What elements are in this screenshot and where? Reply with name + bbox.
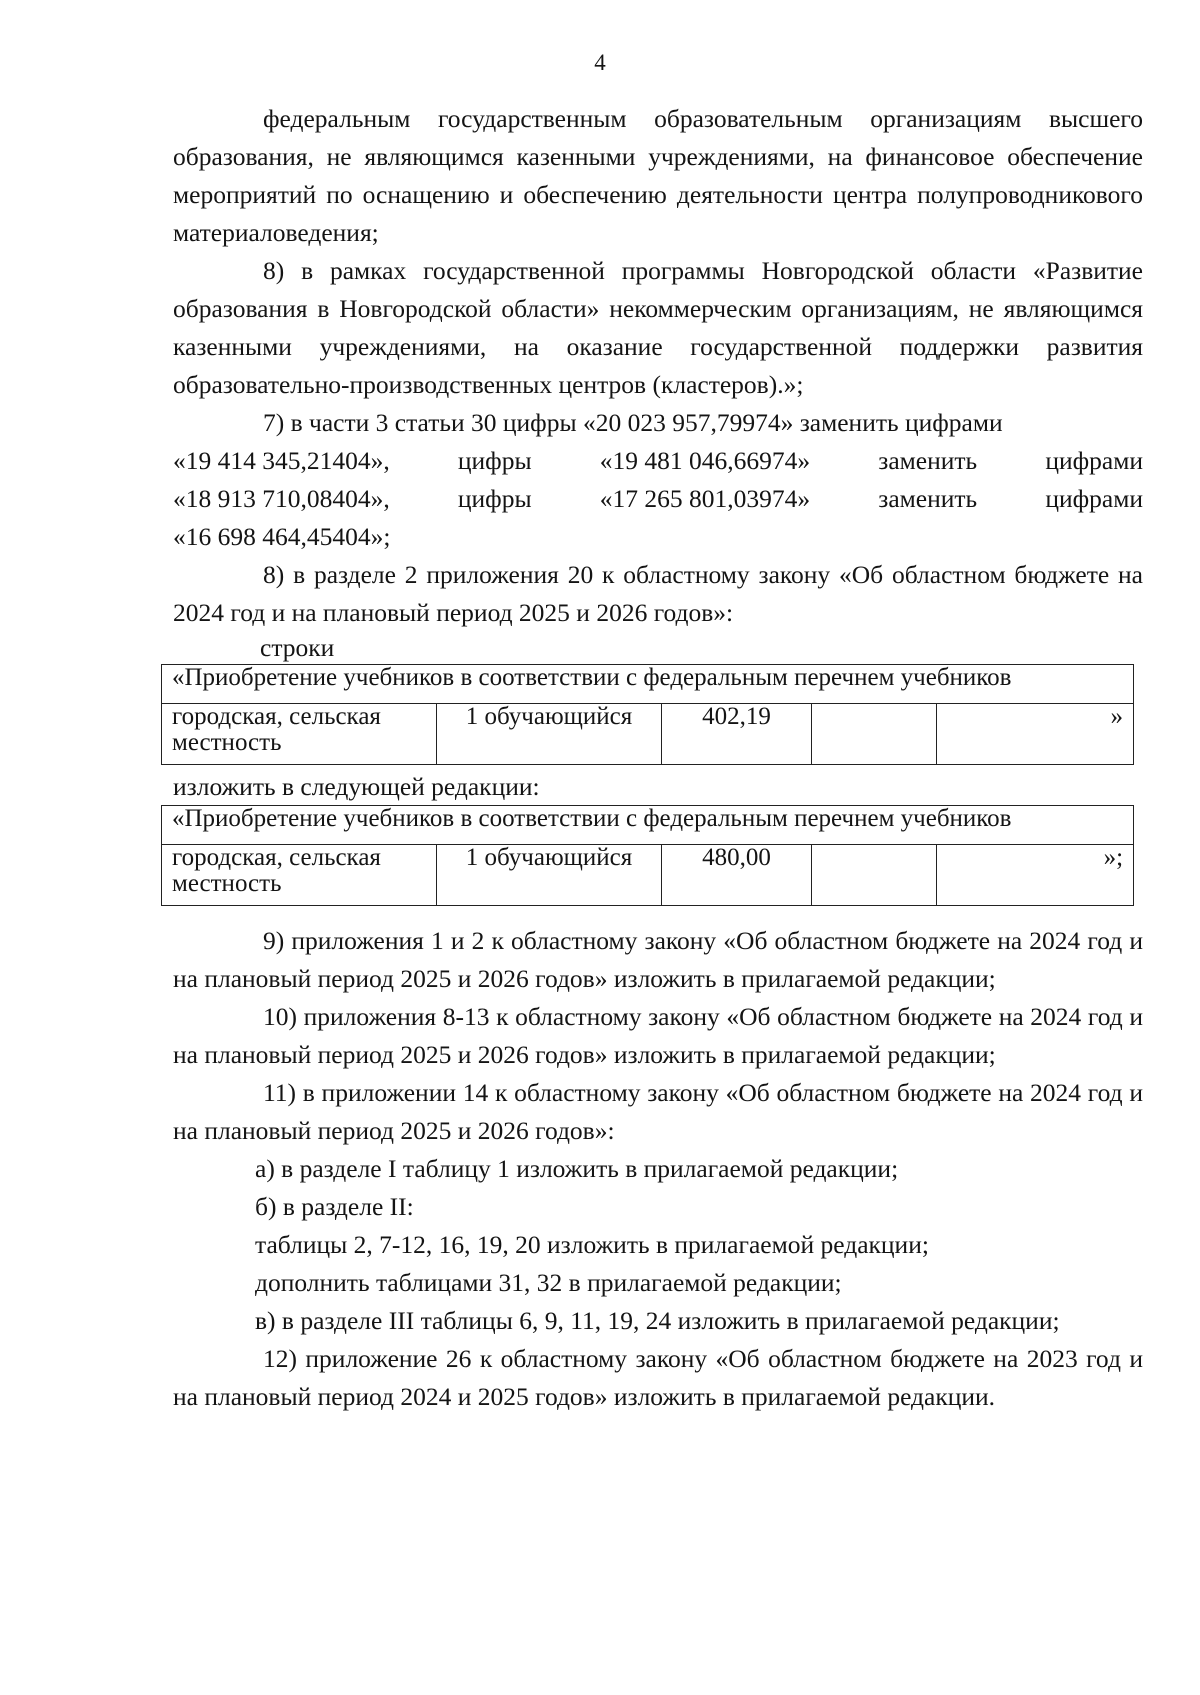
figure-word: цифры [457, 484, 532, 513]
document-body [173, 100, 1143, 1416]
table-area-cell: городская, сельская местность [162, 845, 437, 906]
table-old-version [161, 664, 1134, 765]
subitem-a: а) в разделе I таблицу 1 изложить в прилагаемой редакции; [255, 1154, 899, 1183]
subitem-v: в) в разделе III таблицы 6, 9, 11, 19, 24 изложить в прилагаемой редакции; [255, 1306, 1060, 1335]
figure-value: «17 265 801,03974» [599, 484, 811, 513]
subitem-b-tables: таблицы 2, 7-12, 16, 19, 20 изложить в прилагаемой редакции; [255, 1230, 929, 1259]
figures-last: «16 698 464,45404»; [173, 522, 391, 551]
figure-word: цифрами [1045, 446, 1143, 475]
paragraph-item-12: 12) приложение 26 к областному закону «Об областном бюджете на 2023 год и на плановый период 2024 и 2025 годов» изложить в прилагаемой редакции. [173, 1344, 1143, 1411]
paragraph-item-11: 11) в приложении 14 к областному закону «Об областном бюджете на 2024 год и на плановый период 2025 и 2026 годов»: [173, 1078, 1143, 1145]
figure-word: цифрами [1045, 484, 1143, 513]
paragraph-item-7-figures: 7) в части 3 статьи 30 цифры «20 023 957,79974» заменить цифрами [263, 408, 1003, 437]
restate-label: изложить в следующей редакции: [173, 772, 540, 801]
page-number: 4 [594, 50, 606, 75]
figures-row-1 [173, 442, 1143, 480]
table-area-cell: городская, сельская местность [162, 704, 437, 765]
table-new-version [161, 805, 1134, 906]
figure-value: «19 481 046,66974» [599, 446, 811, 475]
figures-row-2 [173, 480, 1143, 518]
table-closing-quote: » [937, 704, 1134, 765]
paragraph-item-8-appendix-20: 8) в разделе 2 приложения 20 к областному закону «Об областном бюджете на 2024 год и на плановый период 2025 и 2026 годов»: [173, 560, 1143, 627]
paragraph-item-8-program: 8) в рамках государственной программы Новгородской области «Развитие образования в Новгородской области» некоммерческим организациям, не являющимся казенными учреждениями, на оказание государственной поддержки развития образовательно-производственных центров (кластеров).»; [173, 256, 1143, 399]
table-closing-quote: »; [937, 845, 1134, 906]
paragraph-item-9: 9) приложения 1 и 2 к областному закону «Об областном бюджете на 2024 год и на плановый период 2025 и 2026 годов» изложить в прилагаемой редакции; [173, 926, 1143, 993]
paragraph-continuation: федеральным государственным образовательным организациям высшего образования, не являющимся казенными учреждениями, на финансовое обеспечение мероприятий по оснащению и обеспечению деятельности центра полупроводникового материаловедения; [173, 104, 1143, 247]
table-value-cell: 402,19 [662, 704, 812, 765]
subitem-b-add: дополнить таблицами 31, 32 в прилагаемой редакции; [255, 1268, 842, 1297]
table-title: «Приобретение учебников в соответствии с федеральным перечнем учебников [162, 665, 1134, 704]
lines-label: строки [260, 633, 335, 662]
table-title: «Приобретение учебников в соответствии с федеральным перечнем учебников [162, 806, 1134, 845]
table-value-cell: 480,00 [662, 845, 812, 906]
figure-word: цифры [457, 446, 532, 475]
figure-value: «19 414 345,21404», [173, 446, 390, 475]
paragraph-item-10: 10) приложения 8-13 к областному закону «Об областном бюджете на 2024 год и на плановый период 2025 и 2026 годов» изложить в прилагаемой редакции; [173, 1002, 1143, 1069]
table-unit-cell: 1 обучающийся [437, 704, 662, 765]
table-empty-cell [812, 845, 937, 906]
subitem-b: б) в разделе II: [255, 1192, 414, 1221]
table-empty-cell [812, 704, 937, 765]
figure-word: заменить [878, 484, 978, 513]
table-unit-cell: 1 обучающийся [437, 845, 662, 906]
figure-word: заменить [878, 446, 978, 475]
figure-value: «18 913 710,08404», [173, 484, 390, 513]
